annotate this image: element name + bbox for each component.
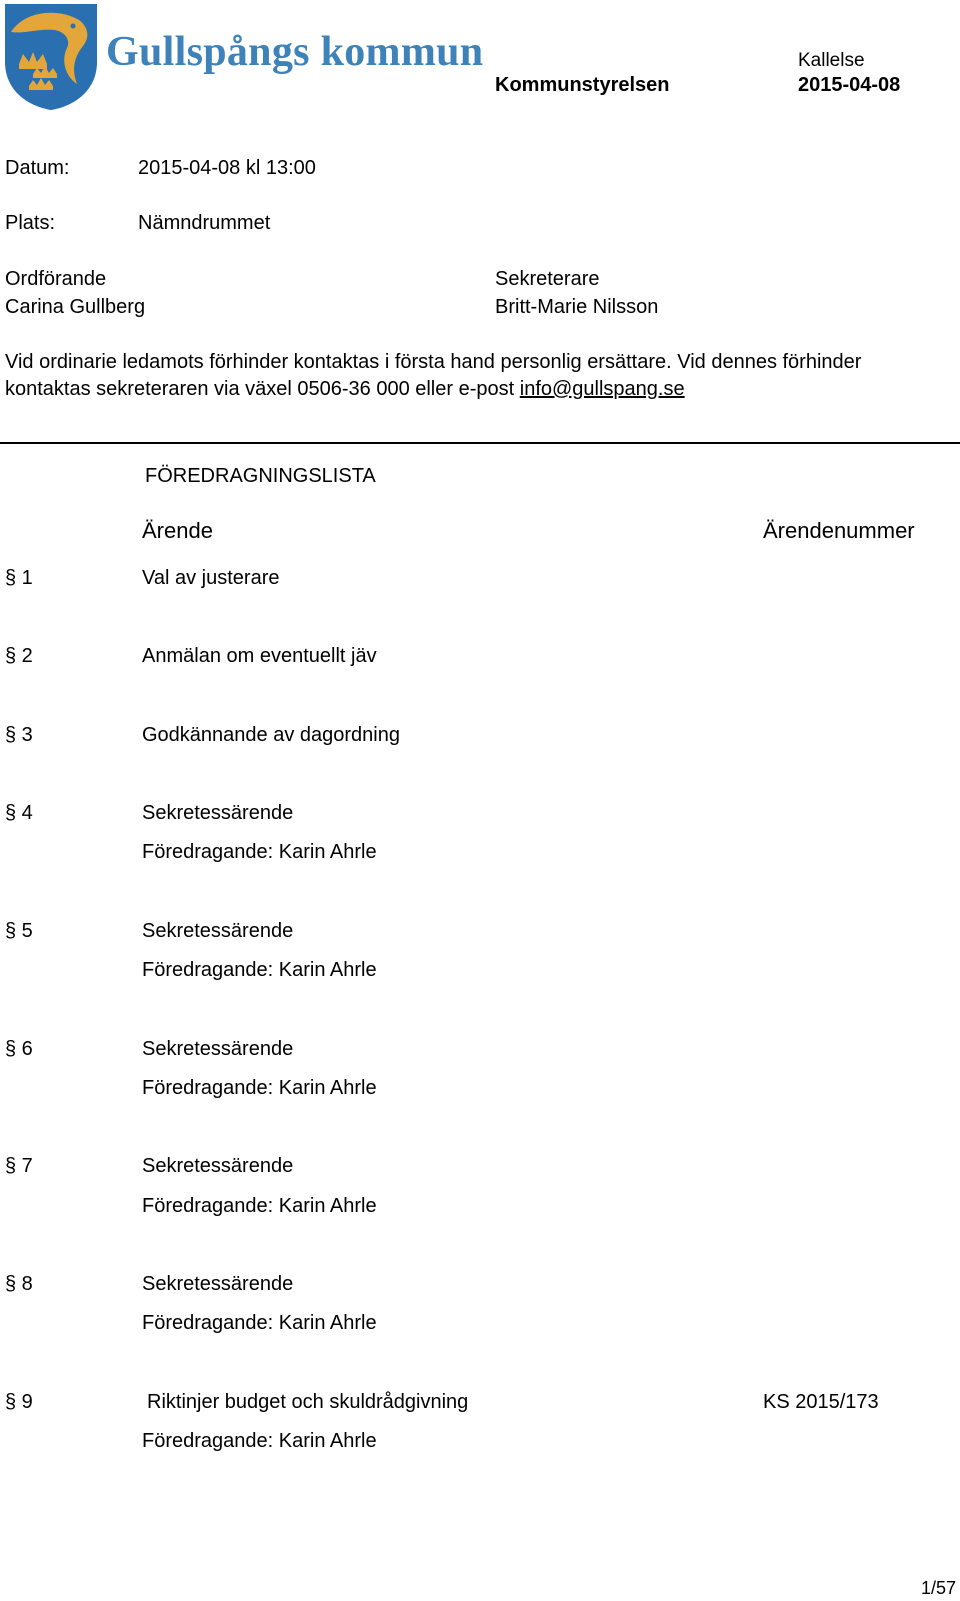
secretary-name: Britt-Marie Nilsson [495, 296, 659, 318]
page-number: 1/57 [920, 1578, 956, 1598]
municipality-crest [3, 2, 99, 112]
item-title: Val av justerare [142, 567, 280, 589]
item-title: Sekretessärende [142, 802, 294, 824]
item-title: Sekretessärende [142, 920, 294, 942]
item-title: Sekretessärende [142, 1155, 294, 1177]
place-value: Nämndrummet [138, 212, 271, 234]
item-title: Anmälan om eventuellt jäv [142, 645, 377, 667]
item-presenter: Föredragande: Karin Ahrle [142, 1195, 377, 1217]
crest-icon [3, 2, 99, 112]
item-title: Sekretessärende [142, 1273, 294, 1295]
item-number: § 7 [5, 1155, 33, 1177]
item-number: § 3 [5, 724, 33, 746]
divider [0, 442, 960, 444]
committee-name: Kommunstyrelsen [495, 74, 670, 96]
date-label: Datum: [5, 157, 70, 179]
column-header-item: Ärende [142, 518, 213, 543]
chair-label: Ordförande [5, 268, 107, 290]
item-presenter: Föredragande: Karin Ahrle [142, 1430, 377, 1452]
column-header-number: Ärendenummer [763, 518, 915, 543]
item-number: § 5 [5, 920, 33, 942]
item-number: § 6 [5, 1038, 33, 1060]
logo-wordmark: Gullspångs kommun [106, 29, 484, 75]
item-number: § 1 [5, 567, 33, 589]
document-type: Kallelse [798, 50, 865, 71]
item-number: § 4 [5, 802, 33, 824]
notice-line-2 [5, 378, 685, 401]
notice-line-1: Vid ordinarie ledamots förhinder kontaktas i första hand personlig ersättare. Vid dennes förhinder [5, 351, 862, 373]
secretary-label: Sekreterare [495, 268, 600, 290]
document-date: 2015-04-08 [798, 74, 901, 96]
chair-name: Carina Gullberg [5, 296, 146, 318]
date-value: 2015-04-08 kl 13:00 [138, 157, 316, 179]
item-case-number: KS 2015/173 [763, 1391, 879, 1413]
agenda-title: FÖREDRAGNINGSLISTA [145, 465, 376, 487]
item-title: Godkännande av dagordning [142, 724, 400, 746]
item-number: § 9 [5, 1391, 33, 1413]
item-presenter: Föredragande: Karin Ahrle [142, 959, 377, 981]
notice-line-2-text: kontaktas sekreteraren via växel 0506-36 000 eller e-post [5, 378, 520, 400]
item-number: § 8 [5, 1273, 33, 1295]
item-number: § 2 [5, 645, 33, 667]
item-presenter: Föredragande: Karin Ahrle [142, 841, 377, 863]
item-title: Riktinjer budget och skuldrådgivning [147, 1391, 469, 1413]
place-label: Plats: [5, 212, 56, 234]
email-link[interactable]: info@gullspang.se [519, 378, 685, 400]
item-presenter: Föredragande: Karin Ahrle [142, 1312, 377, 1334]
item-title: Sekretessärende [142, 1038, 294, 1060]
item-presenter: Föredragande: Karin Ahrle [142, 1077, 377, 1099]
